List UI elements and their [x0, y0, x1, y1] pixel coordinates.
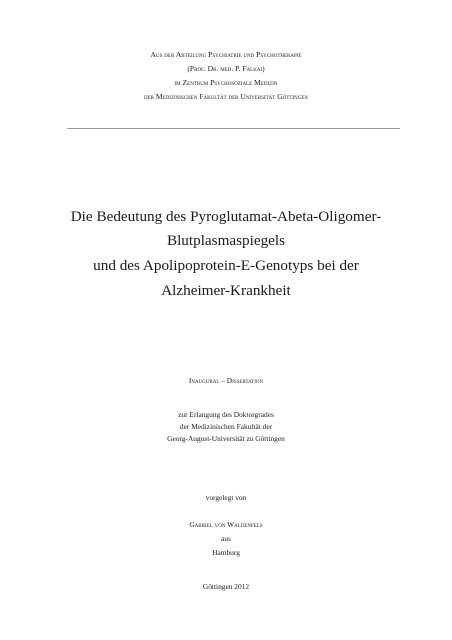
purpose-line-3: Georg-August-Universität zu Göttingen [167, 434, 285, 443]
faculty-line: der Medizinischen Fakultät der Universität Göttingen [143, 92, 308, 101]
purpose-line-1: zur Erlangung des Doktorgrades [178, 410, 274, 419]
dissertation-type: Inaugural – Dissertation [188, 376, 264, 385]
department-line: Aus der Abteilung Psychiatrie und Psychotherapie [150, 50, 302, 59]
director-line: (Prof. Dr. med. P. Falkai) [187, 64, 265, 73]
author-from: aus [221, 534, 231, 543]
author-city: Hamburg [212, 548, 240, 557]
place-year: Göttingen 2012 [202, 582, 250, 591]
center-line: im Zentrum Psychosoziale Medizin [174, 78, 278, 87]
presented-by: vorgelegt von [205, 493, 247, 502]
header-divider [67, 128, 400, 129]
author-name: Gabriel von Waldenfels [189, 520, 263, 529]
title-line-4: Alzheimer-Krankheit [161, 282, 291, 299]
title-line-1: Die Bedeutung des Pyroglutamat-Abeta-Oligomer- [70, 208, 382, 225]
title-line-2: Blutplasmaspiegels [166, 232, 286, 249]
purpose-line-2: der Medizinischen Fakultät der [179, 422, 273, 431]
title-line-3: und des Apolipoprotein-E-Genotyps bei der [93, 257, 359, 274]
